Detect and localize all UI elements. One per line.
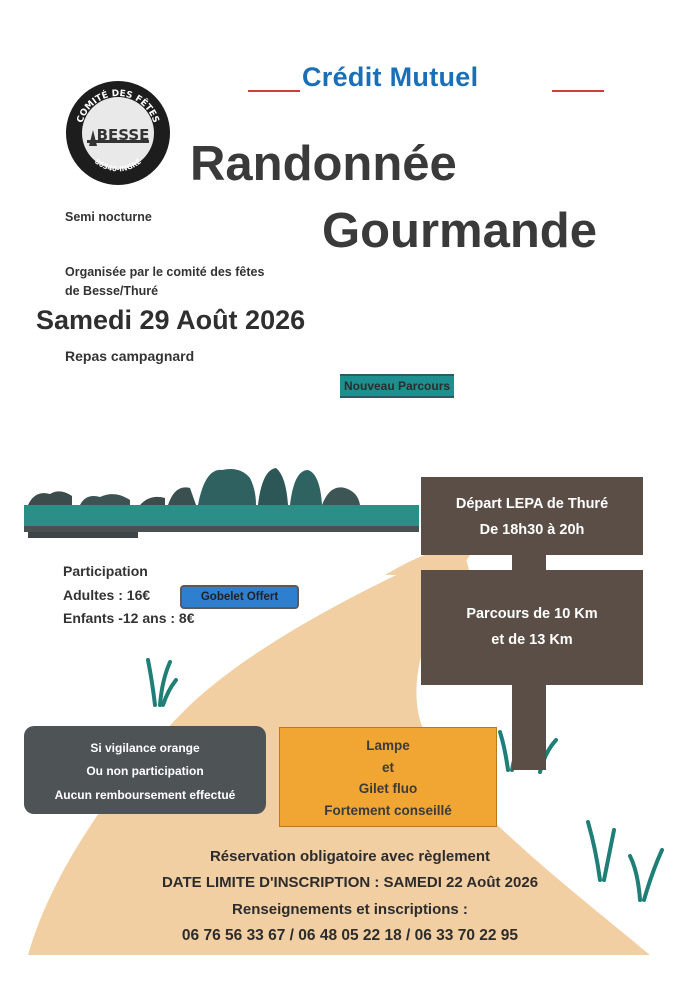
participation-heading: Participation [63,563,148,579]
vigilance-line3: Aucun remboursement effectué [54,787,236,802]
equipment-line2: et [381,759,394,775]
title-line2: Gourmande [322,204,597,258]
organizer-line2: de Besse/Thuré [65,284,159,298]
signpost-top-line2: De 18h30 à 20h [479,522,585,539]
logo-town-text: BESSE [96,126,150,144]
signpost-bottom-line1: Parcours de 10 Km [466,606,598,622]
organizer-line1: Organisée par le comité des fêtes [65,265,265,279]
deadline-text: DATE LIMITE D'INSCRIPTION : SAMEDI 22 Août 2026 [161,874,539,891]
equipment-box [279,727,497,827]
signpost-bottom-line2: et de 13 Km [491,632,573,649]
vigilance-line1: Si vigilance orange [90,741,200,755]
signpost-bottom-board [421,570,643,685]
equipment-line4: Fortement conseillé [324,802,452,818]
sponsor-line-right [552,90,604,92]
signpost-top-board [421,477,643,555]
info-text: Renseignements et inscriptions : [232,901,468,918]
logo-bottom-text: 86340-INGRÉ [93,157,143,174]
child-price: Enfants -12 ans : 8€ [63,610,195,626]
signpost-top-line1: Départ LEPA de Thuré [455,496,609,512]
logo-top-text: COMITÉ DES FÊTES [75,88,161,125]
vigilance-box [24,726,266,814]
sponsor-line-left [248,90,300,92]
equipment-line1: Lampe [366,738,410,753]
gift-badge: Gobelet Offert [180,585,299,609]
subtitle-text: Semi nocturne [65,210,152,224]
comite-logo [63,78,173,188]
sponsor-logo-text: Crédit Mutuel [302,62,479,92]
equipment-line3: Gilet fluo [358,781,418,797]
title-line1: Randonnée [190,137,457,191]
reservation-text: Réservation obligatoire avec règlement [209,848,491,865]
meal-text: Repas campagnard [65,348,195,364]
event-date: Samedi 29 Août 2026 [36,305,306,335]
vigilance-line2: Ou non participation [86,764,204,779]
adult-price: Adultes : 16€ [63,587,151,603]
treeline-shape [24,468,419,538]
phone-numbers: 06 76 56 33 67 / 06 48 05 22 18 / 06 33 70 22 95 [181,927,519,944]
new-route-badge: Nouveau Parcours [340,374,454,398]
